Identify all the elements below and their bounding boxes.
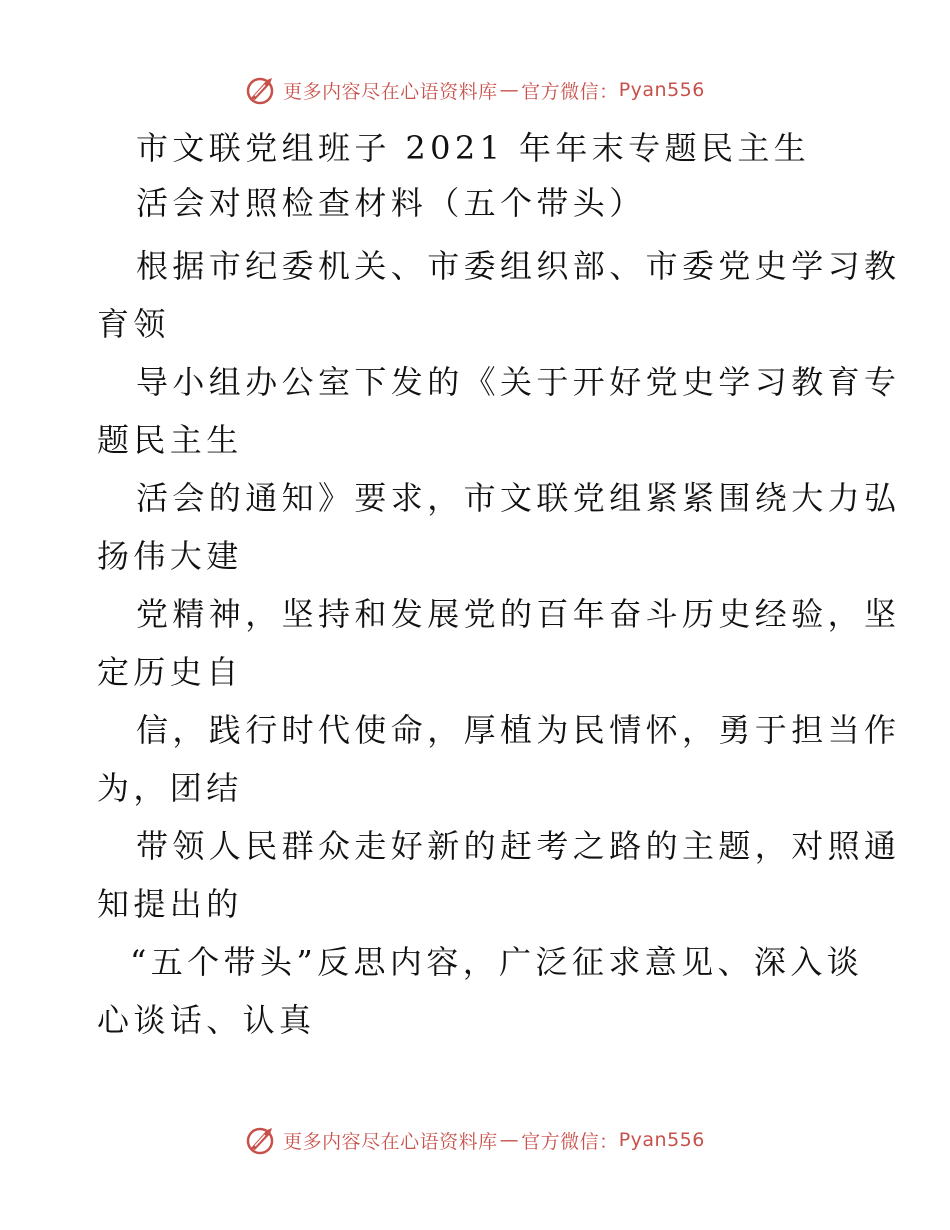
body-line: 为，团结: [97, 769, 243, 807]
watermark-wechat-account: Pyan556: [618, 1129, 705, 1151]
feather-pen-logo-icon: [245, 1124, 277, 1156]
body-line: 活会的通知》要求，市文联党组紧紧围绕大力弘: [136, 479, 901, 517]
document-title-line-1: 市文联党组班子 2021 年年末专题民主生: [136, 129, 811, 167]
watermark-separator: —: [499, 1129, 520, 1151]
footer-watermark: [0, 1120, 950, 1160]
document-title-line-2: 活会对照检查材料（五个带头）: [136, 184, 646, 222]
watermark-separator: —: [499, 79, 520, 101]
body-line: 信，践行时代使命，厚植为民情怀，勇于担当作: [136, 711, 901, 749]
body-line: 扬伟大建: [97, 537, 243, 575]
body-line: 心谈话、认真: [97, 1001, 316, 1039]
body-line: 根据市纪委机关、市委组织部、市委党史学习教: [136, 247, 901, 285]
watermark-wechat-account: Pyan556: [618, 79, 705, 101]
body-line: “五个带头”反思内容，广泛征求意见、深入谈: [130, 943, 864, 981]
body-line: 党精神，坚持和发展党的百年奋斗历史经验，坚: [136, 595, 901, 633]
body-line: 带领人民群众走好新的赶考之路的主题，对照通: [136, 827, 901, 865]
body-line: 知提出的: [97, 885, 243, 923]
feather-pen-logo-icon: [245, 74, 277, 106]
body-line: 定历史自: [97, 653, 243, 691]
watermark-wechat-label: 官方微信：: [521, 80, 619, 103]
watermark-wechat-label: 官方微信：: [521, 1130, 619, 1153]
body-line: 题民主生: [97, 421, 243, 459]
watermark-site-text: 更多内容尽在心语资料库: [283, 80, 498, 103]
body-line: 导小组办公室下发的《关于开好党史学习教育专: [136, 363, 901, 401]
header-watermark: [0, 70, 950, 110]
watermark-site-text: 更多内容尽在心语资料库: [283, 1130, 498, 1153]
body-line: 育领: [97, 305, 170, 343]
